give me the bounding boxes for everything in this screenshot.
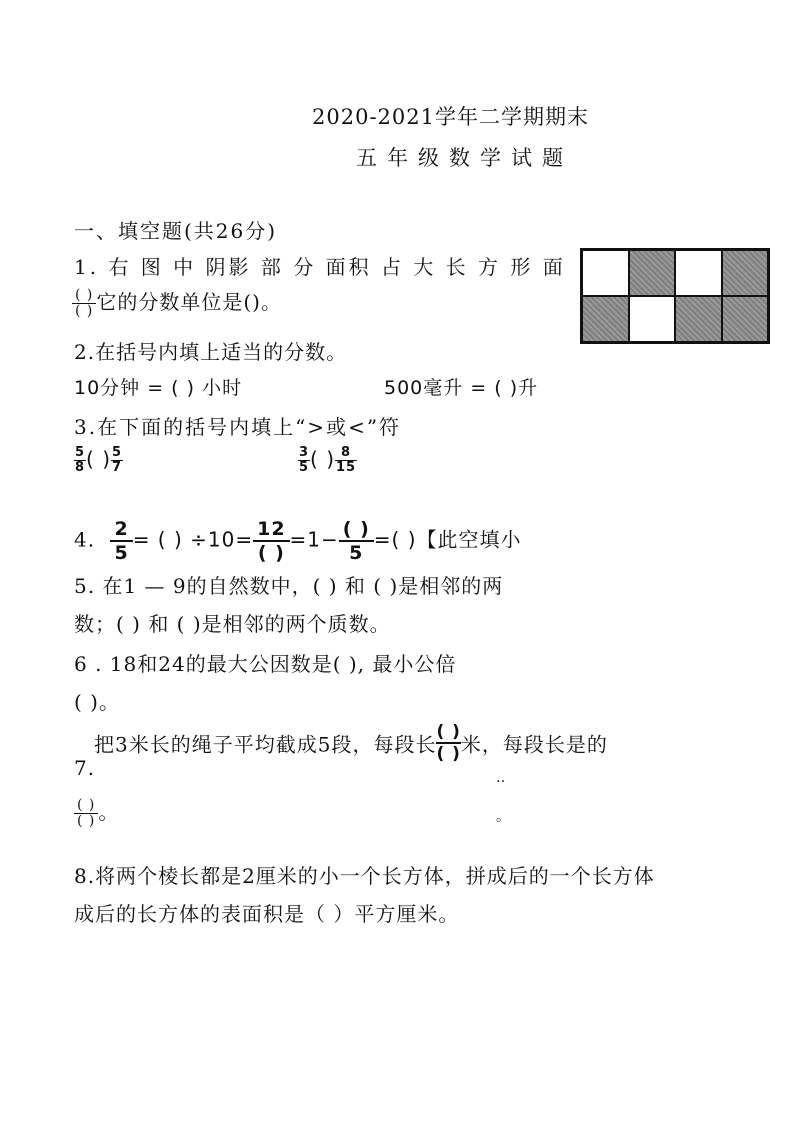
q4-frac-blank-5: ( ) 5 bbox=[339, 518, 374, 564]
q4-frac-2-5: $\frac{2}{5}$ bbox=[110, 518, 132, 564]
q7-line2[interactable]: ( ) ( ) 。 bbox=[74, 796, 119, 829]
shaded-cell bbox=[629, 250, 676, 296]
q3-frac-8-15: $\frac{8}{15}$ bbox=[336, 445, 357, 475]
shaded-cell bbox=[722, 250, 769, 296]
exam-title-subject: 五年级数学试题 bbox=[356, 146, 573, 170]
q3-frac-5-8: $\frac{5}{8}$ bbox=[75, 445, 86, 475]
q3-compare-b[interactable]: $\frac{3}{5}$ ( ) $\frac{8}{15}$ bbox=[299, 445, 357, 475]
q6-line1[interactable]: 6 . 18和24的最大公因数是( ), 最小公倍 bbox=[74, 652, 457, 676]
shaded-cell bbox=[582, 296, 629, 342]
section-heading: 一、填空题(共26分) bbox=[74, 219, 278, 243]
blank-cell bbox=[629, 296, 676, 342]
q7-second-fraction-blank[interactable]: ( ) ( ) bbox=[74, 798, 98, 829]
shaded-rectangle-figure bbox=[580, 248, 770, 344]
exam-title-year: 2020-2021学年二学期期末 bbox=[312, 105, 589, 129]
q2-part-b[interactable]: 500毫升 = ( )升 bbox=[384, 377, 539, 399]
blank-cell bbox=[582, 250, 629, 296]
q7-label: 7. bbox=[74, 756, 96, 780]
q4-frac-12-blank: 12 ( ) bbox=[253, 518, 289, 564]
q5-line2[interactable]: 数；( ) 和 ( )是相邻的两个质数。 bbox=[74, 612, 391, 636]
q7-line1[interactable]: 把3米长的绳子平均截成5段，每段长 $\frac{( )}{( )}$ 米，每段长是的 bbox=[94, 722, 608, 764]
q5-line1[interactable]: 5. 在1 — 9的自然数中，( ) 和 ( )是相邻的两 bbox=[74, 574, 504, 598]
q2-part-a[interactable]: 10分钟 = ( ) 小时 bbox=[74, 377, 243, 399]
blank-cell bbox=[675, 250, 722, 296]
q3-compare-a[interactable]: $\frac{5}{8}$ ( ) $\frac{5}{7}$ bbox=[75, 445, 123, 475]
q8-line1: 8.将两个棱长都是2厘米的小一个长方体，拼成后的一个长方体 bbox=[74, 864, 655, 888]
q7-mark: ‥ bbox=[496, 770, 506, 786]
shaded-cell bbox=[722, 296, 769, 342]
q2-text: 2.在括号内填上适当的分数。 bbox=[74, 340, 348, 364]
q7-mark2: 。 bbox=[496, 809, 510, 825]
q1-line2: ( ) ( ) 它的分数单位是()。 bbox=[72, 286, 282, 319]
q3-frac-3-5: $\frac{3}{5}$ bbox=[299, 445, 310, 475]
q4-equation[interactable]: 4. $\frac{2}{5}$ = ( ) ÷10= 12 ( ) =1− ( ) 5 =( )【此空填小 bbox=[74, 518, 522, 564]
q3-frac-5-7: $\frac{5}{7}$ bbox=[112, 445, 123, 475]
shaded-cell bbox=[675, 296, 722, 342]
q7-fraction-blank[interactable]: $\frac{( )}{( )}$ bbox=[436, 722, 461, 764]
q8-line2[interactable]: 成后的长方体的表面积是（ ）平方厘米。 bbox=[74, 902, 460, 926]
q1-text: 1. 右 图 中 阴影 部 分 面积 占 大 长 方 形 面 bbox=[74, 255, 566, 279]
q6-line2[interactable]: ( )。 bbox=[74, 690, 120, 714]
q3-text: 3.在下面的括号内填上“>或<”符 bbox=[74, 415, 402, 439]
q1-fraction-blank[interactable]: ( ) ( ) bbox=[72, 288, 96, 319]
